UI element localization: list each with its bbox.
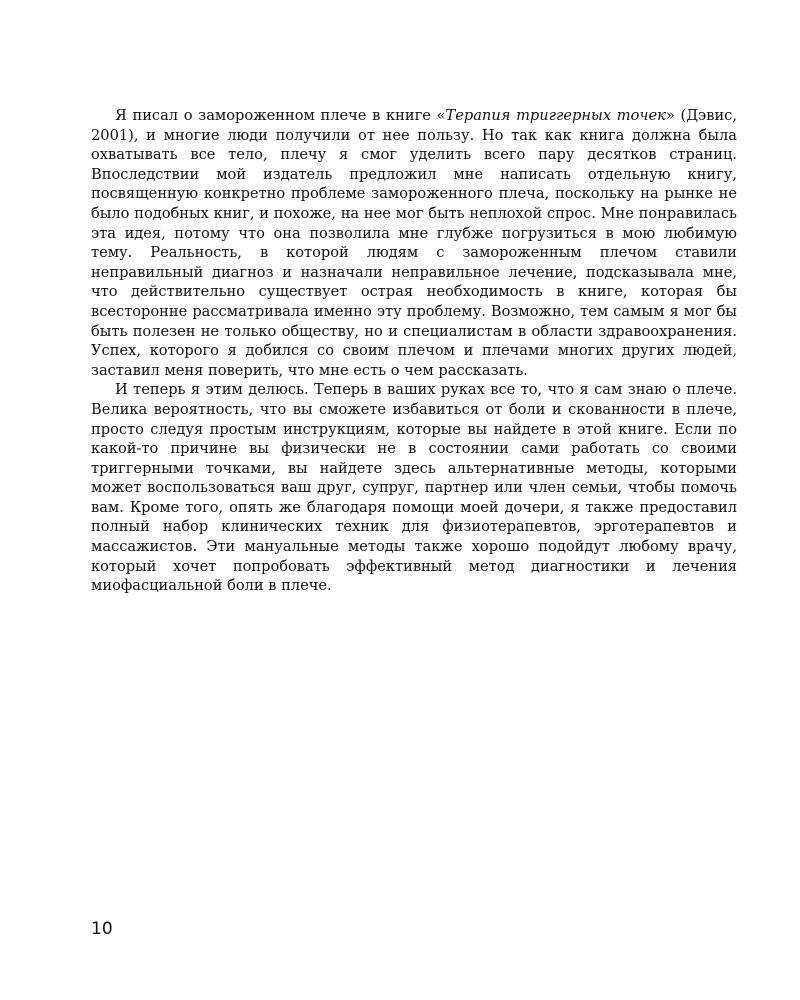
paragraph-2: И теперь я этим делюсь. Теперь в ваших руках все то, что я сам знаю о плече. Велика вероятность, что вы сможете избавиться от боли и скованности в плече, просто следуя простым инструкциям, которые вы найдете в этой книге. Если по какой-то причине вы физически не в состоянии сами работать со своими триггерными точками, вы найдете здесь альтернативные методы, которыми может воспользоваться ваш друг, супруг, партнер или член семьи, чтобы помочь вам. Кроме того, опять же благодаря помощи моей дочери, я также предоставил полный набор клинических техник для физиотерапевтов, эрготерапевтов и массажистов. Эти мануальные методы также хорошо подойдут любому врачу, который хочет попробовать эффективный метод диагностики и лечения миофасциальной боли в плече. (91, 381, 737, 595)
paragraph-1-rest: » (Дэвис, 2001), и многие люди получили от нее пользу. Но так как книга должна была охватывать все тело, плечу я смог уделить всего пару десятков страниц. Впоследствии мой издатель предложил мне написать отдельную книгу, посвященную конкретно проблеме замороженного плеча, поскольку на рынке не было подобных книг, и похоже, на нее мог быть неплохой спрос. Мне понравилась эта идея, потому что она позволила мне глубже погрузиться в мою любимую тему. Реальность, в которой людям с замороженным плечом ставили неправильный диагноз и назначали неправильное лечение, подсказывала мне, что действительно существует острая необходимость в книге, которая бы всесторонне рассматривала именно эту проблему. Возможно, тем самым я мог бы быть полезен не только обществу, но и специалистам в области здравоохранения. Успех, которого я добился со своим плечом и плечами многих других людей, заставил меня поверить, что мне есть о чем рассказать. (91, 107, 737, 379)
book-title: Терапия триггерных точек (445, 107, 666, 124)
page-number: 10 (91, 919, 113, 939)
paragraph-1 (91, 106, 737, 380)
body-text (91, 106, 737, 596)
paragraph-1-intro: Я писал о замороженном плече в книге « (115, 107, 446, 124)
